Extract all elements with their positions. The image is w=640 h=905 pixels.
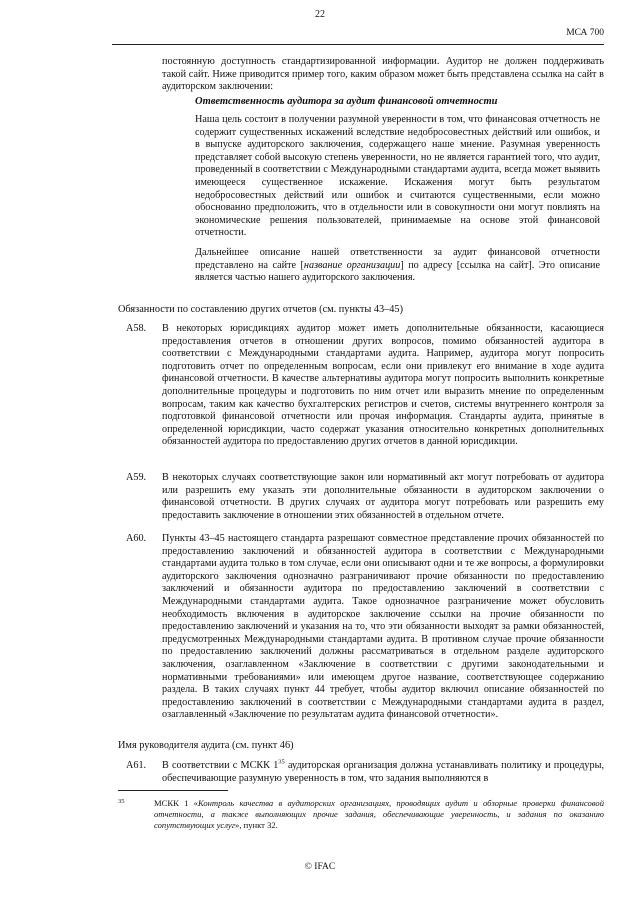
footnote-reference: 35 (278, 758, 285, 766)
footnote-divider (118, 790, 228, 791)
copyright-footer: © IFAC (304, 862, 336, 872)
box-paragraph-2 (195, 247, 600, 285)
footnote-number: 35 (118, 798, 125, 805)
paragraph-text: В некоторых случаях соответствующие закон или нормативный акт могут потребовать от аудитора или разрешить ему указать эти дополнительные обязанности в аудиторском заключении о финансовой отчетности. В других случаях от аудитора могут потребовать или разрешить ему предоставить заключение в отношении этих обязанностей в отдельном отчете. (162, 472, 604, 521)
footnote-text (154, 798, 604, 831)
footnote-italic: Контроль качества в аудиторских организациях, проводящих аудит и обзорные проверки финансовой отчетности, а также выполняющих прочие задания, обеспечивающие уверенность, и задания по оказанию сопутствующих услуг (154, 798, 605, 830)
box-p2-end: ] по адресу [ссылка на сайт]. Это описание является частью нашего аудиторского заключения. (195, 259, 600, 284)
paragraph-number: A60. (126, 533, 147, 544)
footnote (118, 798, 604, 831)
paragraph-text (162, 760, 604, 785)
intro-paragraph (162, 56, 604, 94)
paragraph-number: A58. (126, 323, 147, 334)
box-p2-italic: название организации (303, 259, 401, 271)
section-heading-partner-name: Имя руководителя аудита (см. пункт 46) (118, 740, 294, 751)
footnote-end: », пункт 32. (235, 820, 278, 830)
box-title: Ответственность аудитора за аудит финансовой отчетности (195, 96, 498, 107)
paragraph-number: A59. (126, 472, 147, 483)
intro-text: постоянную доступность стандартизированной информации. Аудитор не должен поддерживать такой сайт. Ниже приводится пример того, каким образом может быть представлена ссылка на сайт в аудиторском заключении: (162, 56, 604, 93)
paragraph-a58 (126, 323, 604, 449)
box-p2-start: Дальнейшее описание нашей ответственности за аудит финансовой отчетности представлено на сайте [ (195, 246, 600, 271)
paragraph-a59 (126, 472, 604, 522)
header-divider (112, 44, 604, 45)
paragraph-text: В некоторых юрисдикциях аудитор может иметь дополнительные обязанности, касающиеся предоставления отчетов в отношении других вопросов, помимо обязанностей аудитора в соответствии с Международными стандартами аудита. Например, аудитора могут попросить подготовить отчет по определенным вопросам, если они привлекут его внимание в ходе аудита финансовой отчетности. В качестве альтернативы аудитора могут попросить выполнить конкретные дополнительные процедуры и подготовить по ним отчет или выразить мнение по определенным вопросам, таким как качество бухгалтерских регистров и счетов, системы внутреннего контроля за подготовкой финансовой отчетности или прочая информация. Стандарты аудита, принятые в определенной юрисдикции, часто содержат указания относительно конкретных дополнительных обязанностей аудитора по предоставлению других отчетов в данной юрисдикции. (162, 323, 604, 448)
a61-text-end: аудиторская организация должна устанавливать политику и процедуры, обеспечивающие разумную уверенность в том, что задания выполняются в (162, 760, 604, 784)
example-box (195, 96, 600, 292)
footnote-start: МСКК 1 « (154, 798, 198, 808)
page-number: 22 (315, 9, 325, 20)
paragraph-text: Пункты 43–45 настоящего стандарта разрешают совместное представление прочих обязанностей по предоставлению заключений и обязанностей аудитора в соответствии с Международными стандартами аудита только в том случае, если они описывают одни и те же вопросы, а формулировки аудиторского заключения однозначно разграничивают прочие обязанности по предоставлению заключений и обязанности аудитора по предоставлению заключений в соответствии с Международными стандартами аудита. Такое однозначное разграничение может обусловить необходимость включения в аудиторское заключение ссылки на прочие обязанности по предоставлению заключений и указания на то, что эти обязанности выходят за рамки обязанностей, предусмотренных Международными стандартами аудита. В противном случае прочие обязанности по предоставлению заключений должны рассматриваться в отдельном разделе аудиторского заключения, озаглавленном «Заключение в соответствии с другими законодательными и нормативными требованиями» или имеющем другое название, соответствующее содержанию раздела. В таких случаях пункт 44 требует, чтобы аудитор включил описание обязанностей по предоставлению заключений в соответствии с Международными стандартами аудита в раздел, озаглавленный «Заключение по результатам аудита финансовой отчетности». (162, 533, 604, 721)
section-heading-other-reports: Обязанности по составлению других отчетов (см. пункты 43–45) (118, 304, 403, 315)
paragraph-a60 (126, 533, 604, 722)
document-code: МСА 700 (566, 28, 604, 38)
a61-text-start: В соответствии с МСКК 1 (162, 760, 279, 771)
paragraph-a61 (126, 760, 604, 785)
box-paragraph-1: Наша цель состоит в получении разумной уверенности в том, что финансовая отчетность не содержит существенных искажений вследствие недобросовестных действий или ошибок, и в выпуске аудиторского заключения, содержащего наше мнение. Разумная уверенность представляет собой высокую степень уверенности, но не является гарантией того, что аудит, проведенный в соответствии с Международными стандартами аудита, всегда может выявить имеющееся существенное искажение. Искажения могут быть результатом недобросовестных действий или ошибок и считаются существенными, если можно обоснованно предположить, что в отдельности или в совокупности они могут повлиять на экономические решения пользователей, принимаемые на основе этой финансовой отчетности. (195, 114, 600, 239)
paragraph-number: A61. (126, 760, 147, 771)
